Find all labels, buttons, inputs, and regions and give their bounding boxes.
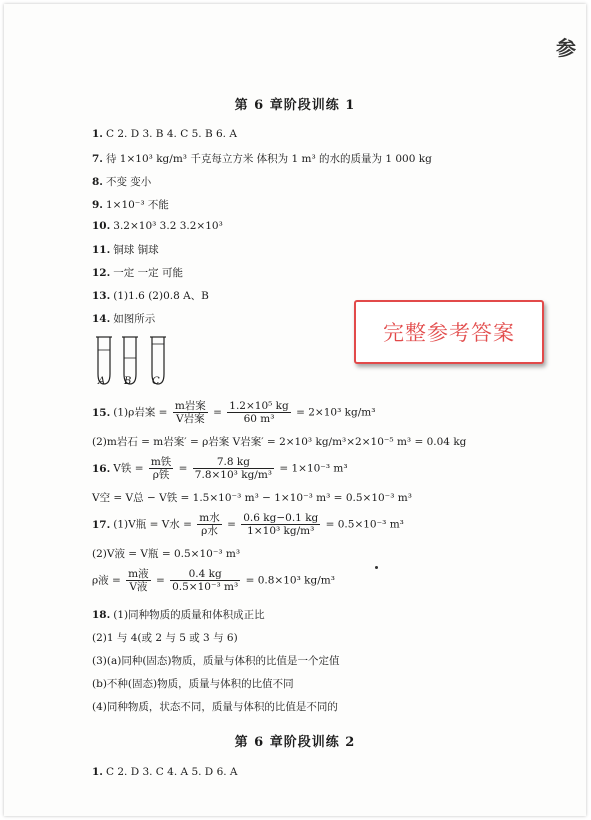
answer-line-s2-1: 1. C 2. D 3. C 4. A 5. D 6. A xyxy=(92,766,238,778)
answer-line-10: 10. 3.2×10³ 3.2 3.2×10³ xyxy=(92,220,223,232)
answer-line-15b: (2)m岩石 = m岩案′ = ρ岩案 V岩案′ = 2×10³ kg/m³×2×10⁻⁵ m³ = 0.04 kg xyxy=(92,436,467,448)
answer-line-12: 12. 一定 一定 可能 xyxy=(92,267,183,279)
answer-stamp: 完整参考答案 xyxy=(354,300,544,364)
answer-line-7: 7. 待 1×10³ kg/m³ 千克每立方米 体积为 1 m³ 的水的质量为 1 000 kg xyxy=(92,153,432,165)
test-tubes-figure xyxy=(92,334,182,390)
answer-line-18-4: (4)同种物质，状态不同，质量与体积的比值是不同的 xyxy=(92,701,338,713)
answer-line-17a: 17. (1)V瓶 = V水 = $\frac{\text{m水}}{\text{ρ水}}$ = $\frac{0.6 kg-0.1 kg}{\text{1×10³ kg/m³}}$ = 0.5×10⁻³ m³ xyxy=(92,512,404,538)
tube-label-a: A xyxy=(98,376,106,387)
tube-label-c: C xyxy=(152,376,160,387)
answer-line-11: 11. 铜球 铜球 xyxy=(92,244,159,256)
answer-line-15a: 15. (1)ρ岩案 = $\frac{\text{m岩案}}{\text{V岩案}}$ = $\frac{\text{1.2×10⁵ kg}}{\text{60 m³}}$ = 2×10³ kg/m³ xyxy=(92,400,376,426)
answer-line-18-1: 18. (1)同种物质的质量和体积成正比 xyxy=(92,609,265,621)
section-title-1: 第 6 章阶段训练 1 xyxy=(234,98,356,113)
answer-page xyxy=(4,4,586,816)
tube-label-b: B xyxy=(124,376,132,387)
answer-line-9: 9. 1×10⁻³ 不能 xyxy=(92,199,169,211)
answer-line-17c: ρ液 = $\frac{\text{m液}}{\text{V液}}$ = $\frac{0.4 kg}{\text{0.5×10⁻³ m³}}$ = 0.8×10³ kg/m³ xyxy=(92,568,335,594)
section-title-2: 第 6 章阶段训练 2 xyxy=(234,735,356,750)
answer-line-8: 8. 不变 变小 xyxy=(92,176,152,188)
answer-line-16b: V空 = V总 − V铁 = 1.5×10⁻³ m³ − 1×10⁻³ m³ = 0.5×10⁻³ m³ xyxy=(92,492,412,504)
corner-mark: 参 xyxy=(556,36,576,60)
answer-line-18-2: (2)1 与 4(或 2 与 5 或 3 与 6) xyxy=(92,632,238,644)
answer-line-18-3b: (b)不种(固态)物质，质量与体积的比值不同 xyxy=(92,678,294,690)
answer-line-13: 13. (1)1.6 (2)0.8 A、B xyxy=(92,290,209,302)
answer-line-17b: (2)V液 = V瓶 = 0.5×10⁻³ m³ xyxy=(92,548,241,560)
answer-line-16a: 16. V铁 = $\frac{\text{m铁}}{\text{ρ铁}}$ = $\frac{7.8 kg}{\text{7.8×10³ kg/m³}}$ = 1×10⁻³ m³ xyxy=(92,456,348,482)
answer-line-1: 1. C 2. D 3. B 4. C 5. B 6. A xyxy=(92,128,237,140)
answer-line-18-3a: (3)(a)同种(固态)物质，质量与体积的比值是一个定值 xyxy=(92,655,340,667)
stray-dot xyxy=(375,566,378,569)
answer-line-14: 14. 如图所示 xyxy=(92,313,156,325)
